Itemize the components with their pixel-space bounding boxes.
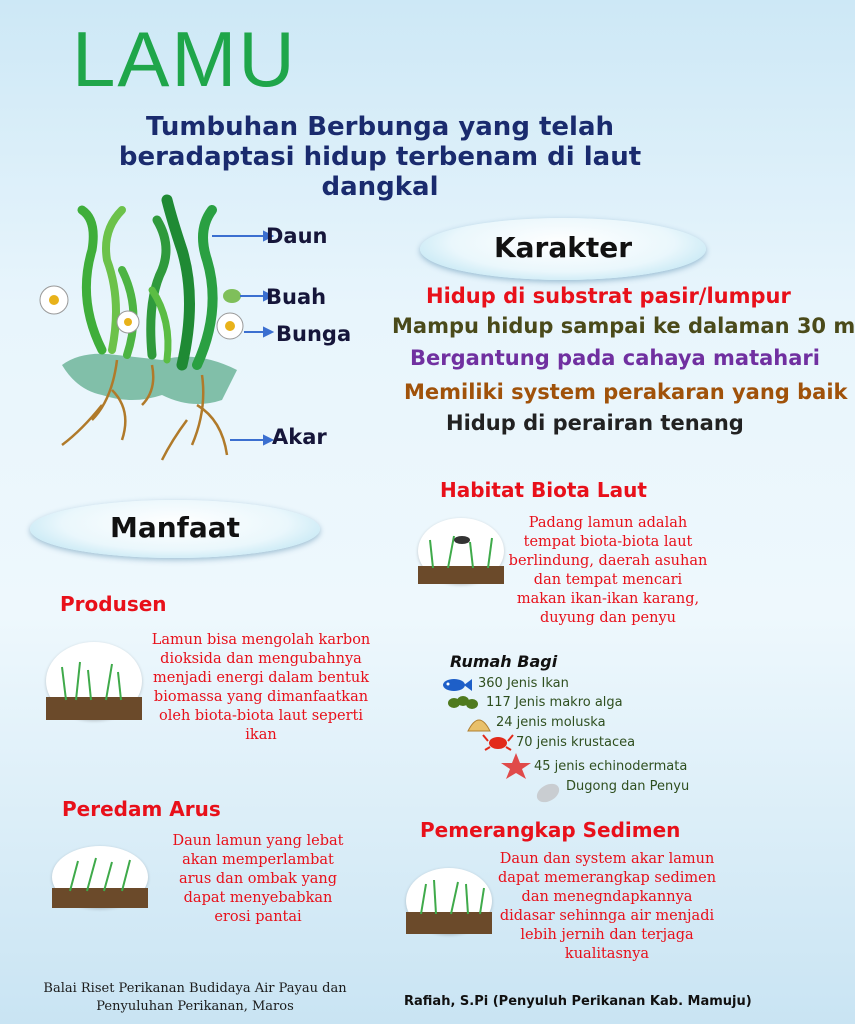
- dugong-icon: [534, 779, 564, 809]
- habitat-title: Habitat Biota Laut: [440, 478, 647, 502]
- peredam-text: Daun lamun yang lebat akan memperlambat arus dan ombak yang dapat menyebabkan erosi pantai: [172, 833, 344, 925]
- pemerangkap-text: Daun dan system akar lamun dapat memerangkap sedimen dan menegndapkannya didasar sehinnga air menjadi lebih jernih dan terjaga kualitasnya: [497, 851, 717, 962]
- seagrass-photo-icon: [418, 518, 504, 584]
- fruit-icon: [223, 289, 241, 303]
- rumah-item: 45 jenis echinodermata: [534, 759, 688, 774]
- pemerangkap-title: Pemerangkap Sedimen: [420, 818, 681, 842]
- produsen-text: Lamun bisa mengolah karbon dioksida dan mengubahnya menjadi energi dalam bentuk biomassa yang dimanfaatkan oleh biota-biota laut seperti ikan: [151, 632, 371, 743]
- footer-author: Rafiah, S.Pi (Penyuluh Perikanan Kab. Mamuju): [404, 994, 752, 1009]
- karakter-heading: Karakter: [420, 218, 706, 280]
- rumah-item: 360 Jenis Ikan: [478, 676, 569, 691]
- karakter-item: Hidup di perairan tenang: [446, 411, 744, 435]
- rumah-item: 70 jenis krustacea: [516, 735, 636, 750]
- footer-institution: Balai Riset Perikanan Budidaya Air Payau dan Penyuluhan Perikanan, Maros: [43, 981, 347, 1014]
- habitat-text: Padang lamun adalah tempat biota-biota laut berlindung, daerah asuhan dan tempat mencari makan ikan-ikan karang, duyung dan penyu: [508, 515, 708, 626]
- rumah-title: Rumah Bagi: [450, 652, 558, 671]
- karakter-item: Mampu hidup sampai ke dalaman 30 m: [392, 314, 855, 338]
- page-subtitle: Tumbuhan Berbunga yang telah beradaptasi hidup terbenam di laut dangkal: [118, 112, 642, 202]
- seagrass-photo-icon: [46, 642, 142, 720]
- seagrass-illustration: [22, 190, 272, 470]
- karakter-item: Bergantung pada cahaya matahari: [410, 346, 820, 370]
- page-title: LAMU: [72, 15, 297, 103]
- label-buah: Buah: [266, 285, 327, 309]
- karakter-item: Memiliki system perakaran yang baik: [404, 380, 848, 404]
- seagrass-photo-icon: [406, 868, 492, 934]
- rumah-item: 24 jenis moluska: [496, 715, 606, 730]
- starfish-icon: [500, 752, 532, 784]
- label-bunga: Bunga: [276, 322, 352, 346]
- manfaat-heading: Manfaat: [30, 500, 320, 558]
- karakter-item: Hidup di substrat pasir/lumpur: [426, 284, 791, 308]
- peredam-title: Peredam Arus: [62, 797, 221, 821]
- label-daun: Daun: [266, 224, 328, 248]
- produsen-title: Produsen: [60, 592, 167, 616]
- rumah-item: 117 Jenis makro alga: [486, 695, 623, 710]
- seagrass-photo-icon: [52, 846, 148, 908]
- label-akar: Akar: [272, 425, 327, 449]
- rumah-item: Dugong dan Penyu: [566, 779, 690, 794]
